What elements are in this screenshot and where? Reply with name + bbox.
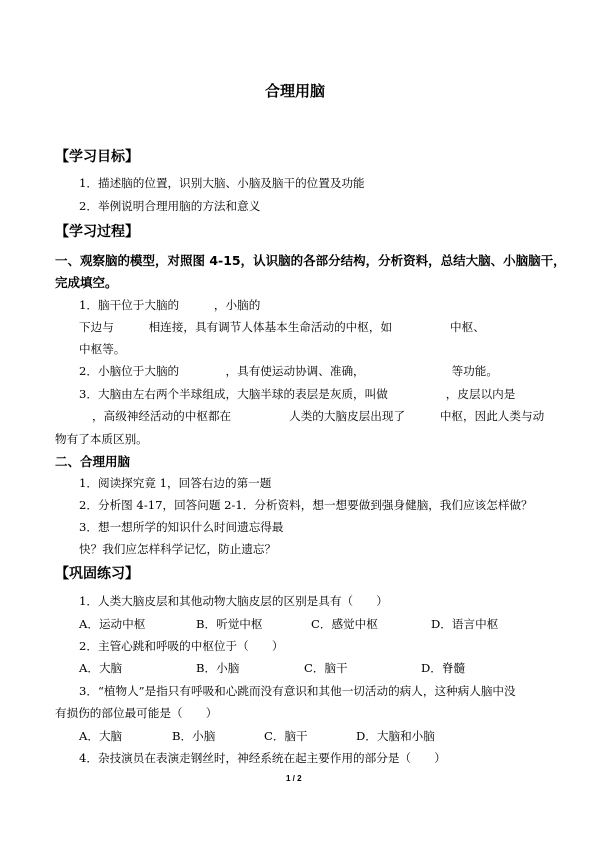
part1-question-cont: 下边与 相连接，具有调节人体基本生命活动的中枢，如 中枢、	[79, 320, 485, 334]
part1-question-cont: 物有了本质区别。	[55, 432, 148, 446]
practice-option: C．脑干	[264, 729, 308, 743]
page-title: 合理用脑	[265, 82, 326, 100]
part2-question: 1．阅读探究竟 1，回答右边的第一题	[79, 476, 272, 490]
practice-option: B．小脑	[196, 661, 240, 675]
part1-question-cont: 中枢等。	[79, 342, 126, 356]
practice-option: A．大脑	[79, 661, 123, 675]
practice-question: 1．人类大脑皮层和其他动物大脑皮层的区别是具有（ ）	[79, 594, 388, 608]
section-heading-practice: 【巩固练习】	[55, 566, 139, 582]
page-number: 1 / 2	[286, 774, 302, 783]
practice-option: B．听觉中枢	[196, 617, 263, 631]
part2-question: 2．分析图 4-17，回答问题 2-1．分析资料，想一想要做到强身健脑，我们应该怎样做？	[79, 498, 533, 512]
part2-question: 3．想一想所学的知识什么时间遗忘得最	[79, 520, 284, 534]
section-heading-goals: 【学习目标】	[55, 149, 139, 165]
goal-item: 1．描述脑的位置，识别大脑、小脑及脑干的位置及功能	[79, 176, 365, 190]
part1-heading-cont: 完成填空。	[55, 275, 118, 290]
practice-question: 3．“植物人”是指只有呼吸和心跳而没有意识和其他一切活动的病人，这种病人脑中没	[79, 684, 516, 698]
practice-option: C．感觉中枢	[311, 617, 378, 631]
goal-item: 2．举例说明合理用脑的方法和意义	[79, 199, 261, 213]
part2-heading: 二、合理用脑	[55, 454, 131, 469]
part2-question-cont: 快？我们应怎样科学记忆，防止遗忘？	[79, 542, 277, 556]
part1-question: 1．脑干位于大脑的 ，小脑的	[79, 298, 261, 312]
practice-option: A．运动中枢	[79, 617, 146, 631]
practice-option: D．语言中枢	[431, 617, 499, 631]
section-heading-process: 【学习过程】	[55, 224, 139, 240]
practice-option: D．大脑和小脑	[356, 729, 435, 743]
practice-option: B．小脑	[172, 729, 216, 743]
practice-option: D．脊髓	[421, 661, 466, 675]
part1-question-cont: ，高级神经活动的中枢都在 人类的大脑皮层出现了 中枢，因此人类与动	[92, 409, 545, 423]
practice-question: 4．杂技演员在表演走钢丝时，神经系统在起主要作用的部分是（ ）	[79, 751, 446, 765]
part1-heading: 一、观察脑的模型，对照图 4-15，认识脑的各部分结构，分析资料，总结大脑、小脑脑干，	[55, 253, 566, 268]
practice-option: C．脑干	[304, 661, 348, 675]
practice-question-cont: 有损伤的部位最可能是（ ）	[55, 706, 218, 720]
part1-question: 3．大脑由左右两个半球组成，大脑半球的表层是灰质，叫做 ，皮层以内是	[79, 387, 516, 401]
practice-question: 2．主管心跳和呼吸的中枢位于（ ）	[79, 639, 284, 653]
part1-question: 2．小脑位于大脑的 ，具有使运动协调、准确， 等功能。	[79, 364, 498, 378]
practice-option: A．大脑	[79, 729, 123, 743]
